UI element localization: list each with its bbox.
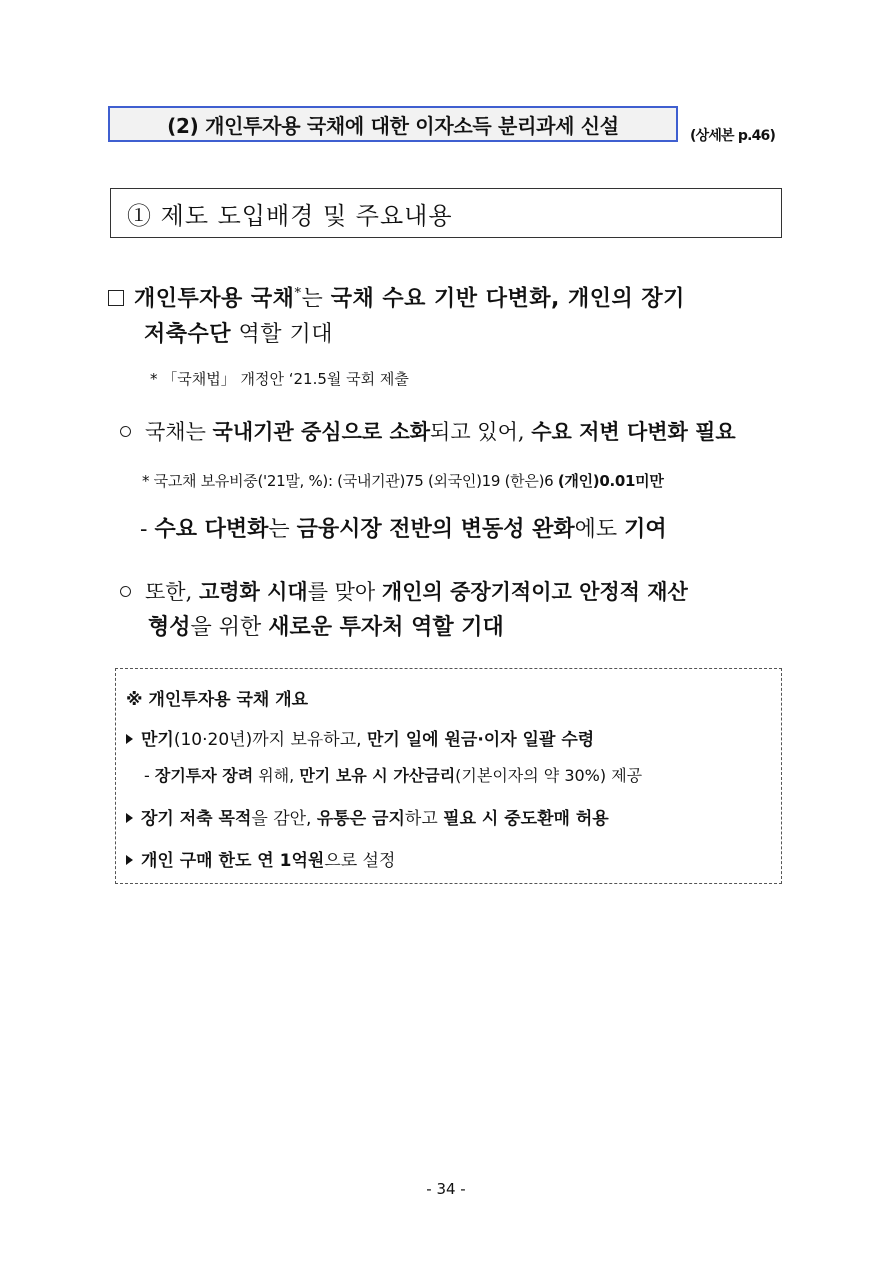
detail-reference: (상세본 p.46) — [690, 128, 776, 144]
text-plain: 는 — [268, 517, 297, 542]
circle-bullet-icon — [120, 586, 131, 597]
text-plain: * 국고채 보유비중('21말, %): (국내기관)75 (외국인)19 (한은)6 — [142, 472, 558, 490]
text-bold: 만기 — [141, 730, 174, 750]
footnote-mark: * — [294, 286, 302, 301]
text-plain: 국채는 — [145, 420, 213, 444]
text-bold: 저축수단 — [144, 322, 232, 348]
text-bold: (개인)0.01미만 — [557, 472, 664, 490]
text-bold: 유통은 금지 — [316, 809, 405, 829]
box-item-2 — [126, 804, 609, 829]
square-bullet-icon — [108, 290, 124, 306]
section-title-box — [110, 188, 782, 238]
triangle-bullet-icon — [126, 813, 133, 823]
text-plain: 를 맞아 — [307, 580, 382, 604]
text-bold: 개인의 중장기적이고 안정적 재산 — [381, 580, 688, 604]
text-bold: 개인투자용 국채 — [134, 286, 295, 312]
circle-bullet-icon — [120, 426, 131, 437]
text-plain: 또한, — [145, 580, 199, 604]
text-plain: 을 위한 — [190, 615, 269, 640]
text-plain: 하고 — [404, 809, 444, 829]
text-plain: - — [144, 766, 155, 785]
text-plain: - — [140, 517, 155, 542]
text-plain: (10·20년)까지 보유하고, — [173, 730, 367, 750]
heading-title: (2) 개인투자용 국채에 대한 이자소득 분리과세 신설 — [167, 113, 619, 138]
text-plain: 되고 있어, — [430, 420, 532, 444]
triangle-bullet-icon — [126, 855, 133, 865]
text-bold: 새로운 투자처 역할 기대 — [268, 615, 504, 640]
paragraph-1 — [108, 276, 788, 353]
page-number: - 34 - — [426, 1180, 466, 1198]
text-bold: 수요 저변 다변화 필요 — [531, 420, 736, 444]
text-bold: 개인 구매 한도 연 1억원 — [141, 851, 325, 871]
box-item-1-sub — [144, 763, 642, 786]
heading-title-box — [108, 106, 678, 142]
text-bold: 금융시장 전반의 변동성 완화 — [296, 517, 575, 542]
note-2 — [142, 470, 664, 491]
text-bold: 수요 다변화 — [154, 517, 269, 542]
text-plain: 는 — [301, 286, 324, 312]
box-title — [126, 685, 308, 710]
triangle-bullet-icon — [126, 734, 133, 744]
text-plain: 에도 — [574, 517, 625, 542]
text-bold: 기여 — [624, 517, 667, 542]
text-plain: 역할 기대 — [231, 322, 334, 348]
text-bold: 장기 저축 목적 — [141, 809, 252, 829]
text-bold: 장기투자 장려 — [154, 766, 254, 785]
overview-box — [115, 668, 782, 884]
text-bold: 국내기관 중심으로 소화 — [212, 420, 431, 444]
text-bold: 만기 일에 원금·이자 일괄 수령 — [366, 730, 595, 750]
text-bold: 국채 수요 기반 다변화, 개인의 장기 — [330, 286, 685, 312]
text-plain: (기본이자의 약 30%) 제공 — [455, 766, 643, 785]
text-plain: 을 감안, — [251, 809, 317, 829]
paragraph-4 — [120, 574, 800, 646]
paragraph-3 — [140, 512, 667, 548]
text-bold: 고령화 시대 — [198, 580, 308, 604]
text-plain: 으로 설정 — [324, 851, 396, 871]
note-1: * 「국채법」 개정안 ‘21.5월 국회 제출 — [150, 370, 409, 388]
text-bold: 만기 보유 시 가산금리 — [299, 766, 456, 785]
text-plain: 위해, — [253, 766, 300, 785]
paragraph-2 — [120, 414, 800, 450]
box-item-3 — [126, 846, 395, 871]
text-bold: 형성 — [148, 615, 191, 640]
text-bold: ※ 개인투자용 국채 개요 — [126, 690, 309, 710]
text-bold: 필요 시 중도환매 허용 — [443, 809, 609, 829]
box-item-1 — [126, 725, 594, 750]
section-title: ① 제도 도입배경 및 주요내용 — [127, 201, 453, 230]
